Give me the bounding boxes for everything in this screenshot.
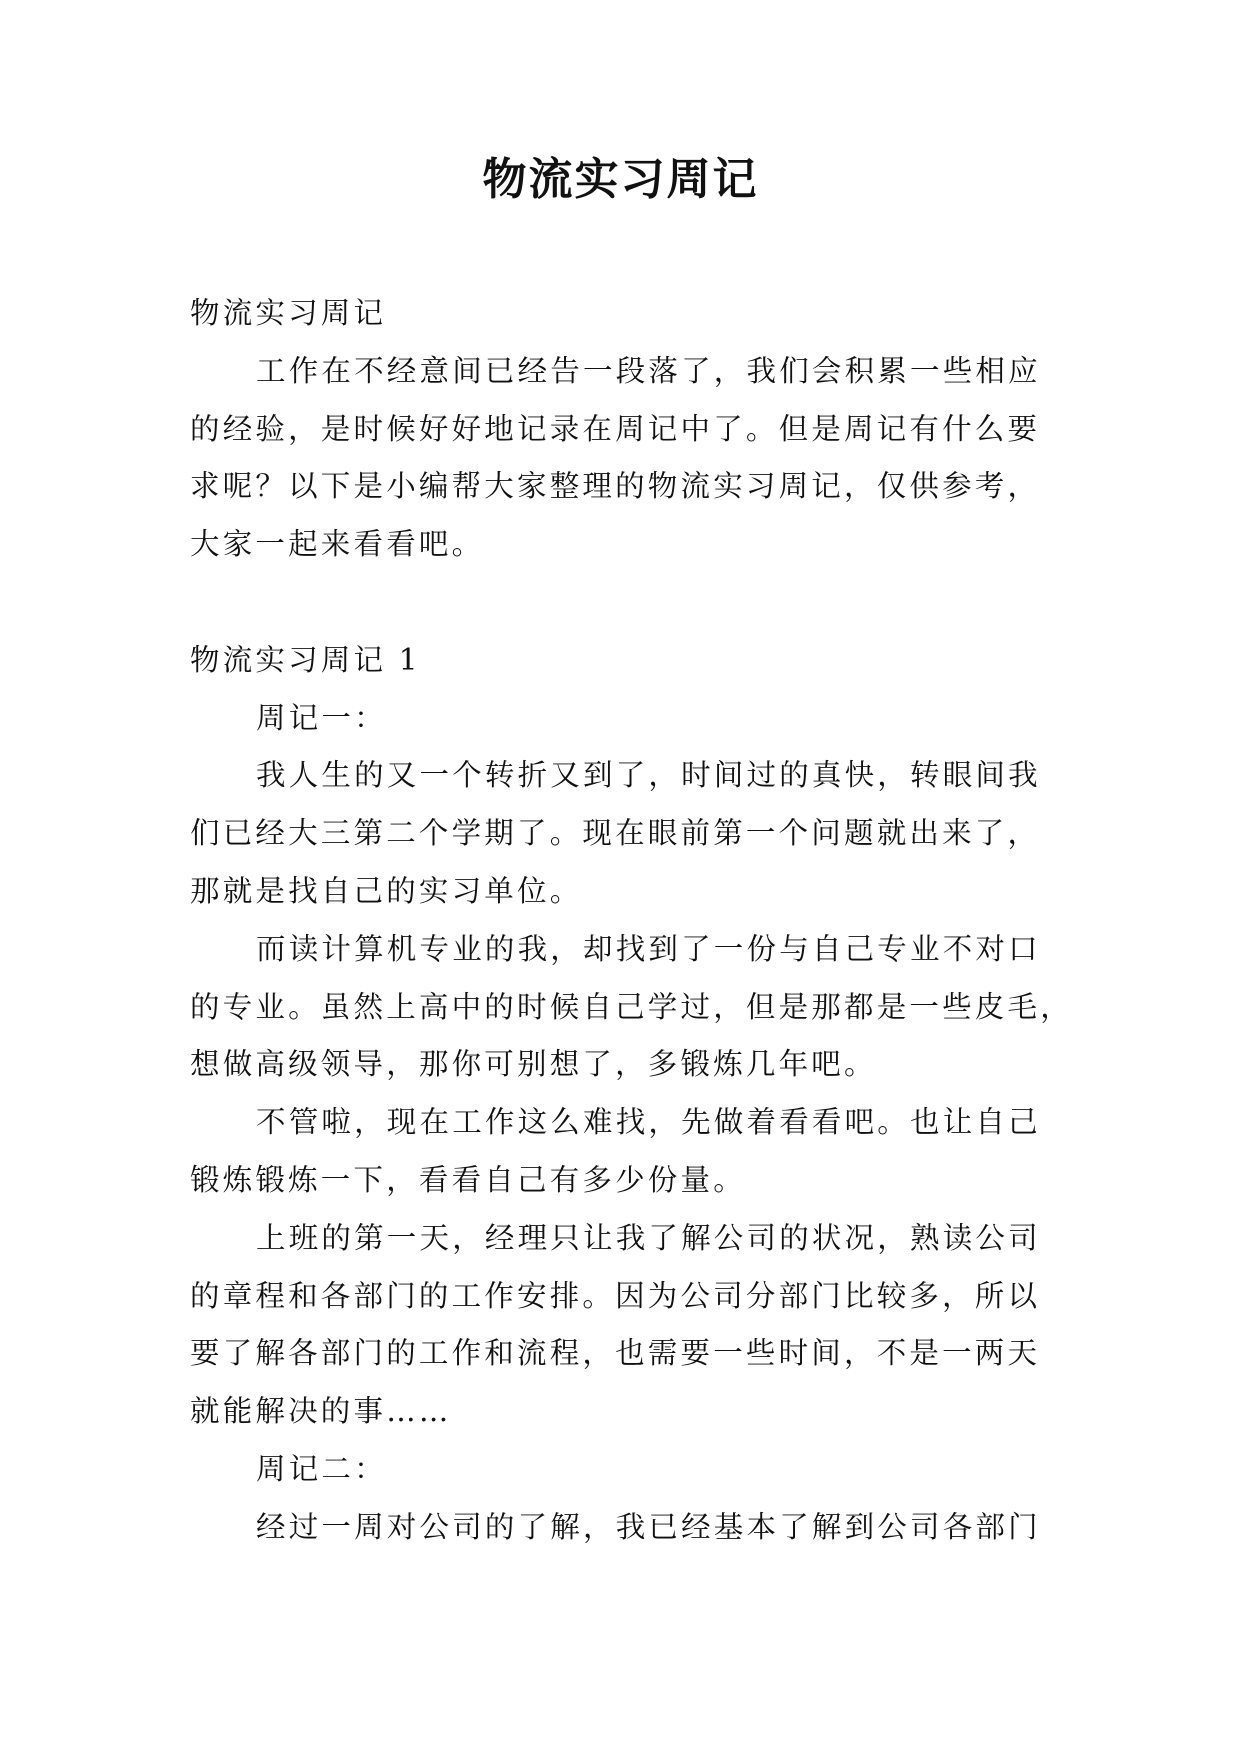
section-heading: 物流实习周记 1 [190, 642, 421, 677]
paragraph-line: 的章程和各部门的工作安排。因为公司分部门比较多，所以 [190, 1278, 1041, 1313]
paragraph-line: 上班的第一天，经理只让我了解公司的状况，熟读公司 [256, 1220, 1041, 1255]
paragraph-line: 就能解决的事…… [190, 1394, 452, 1429]
paragraph-line: 的经验，是时候好好地记录在周记中了。但是周记有什么要 [190, 411, 1041, 446]
paragraph-line: 工作在不经意间已经告一段落了，我们会积累一些相应 [256, 353, 1041, 388]
document-body [190, 285, 1073, 1557]
paragraph-line: 那就是找自己的实习单位。 [190, 873, 583, 908]
paragraph-line: 我人生的又一个转折又到了，时间过的真快，转眼间我 [256, 758, 1041, 793]
paragraph-line: 的专业。虽然上高中的时候自己学过，但是那都是一些皮毛， [190, 989, 1073, 1024]
paragraph-line: 要了解各部门的工作和流程，也需要一些时间，不是一两天 [190, 1336, 1041, 1371]
subheading-week-one: 周记一： [256, 700, 387, 735]
paragraph-line: 不管啦，现在工作这么难找，先做着看看吧。也让自己 [256, 1105, 1041, 1140]
subheading-week-two: 周记二： [256, 1451, 387, 1486]
paragraph-line: 大家一起来看看吧。 [190, 527, 485, 562]
intro-heading: 物流实习周记 [190, 296, 387, 330]
paragraph-line: 求呢？以下是小编帮大家整理的物流实习周记，仅供参考， [190, 469, 1041, 504]
paragraph-line: 想做高级领导，那你可别想了，多锻炼几年吧。 [190, 1047, 877, 1082]
paragraph-line: 们已经大三第二个学期了。现在眼前第一个问题就出来了， [190, 816, 1041, 851]
document-title: 物流实习周记 [482, 154, 759, 205]
paragraph-line: 经过一周对公司的了解，我已经基本了解到公司各部门 [256, 1509, 1041, 1544]
paragraph-line: 锻炼锻炼一下，看看自己有多少份量。 [190, 1162, 746, 1197]
paragraph-line: 而读计算机专业的我，却找到了一份与自己专业不对口 [256, 931, 1041, 966]
section-spacer [190, 574, 1060, 632]
